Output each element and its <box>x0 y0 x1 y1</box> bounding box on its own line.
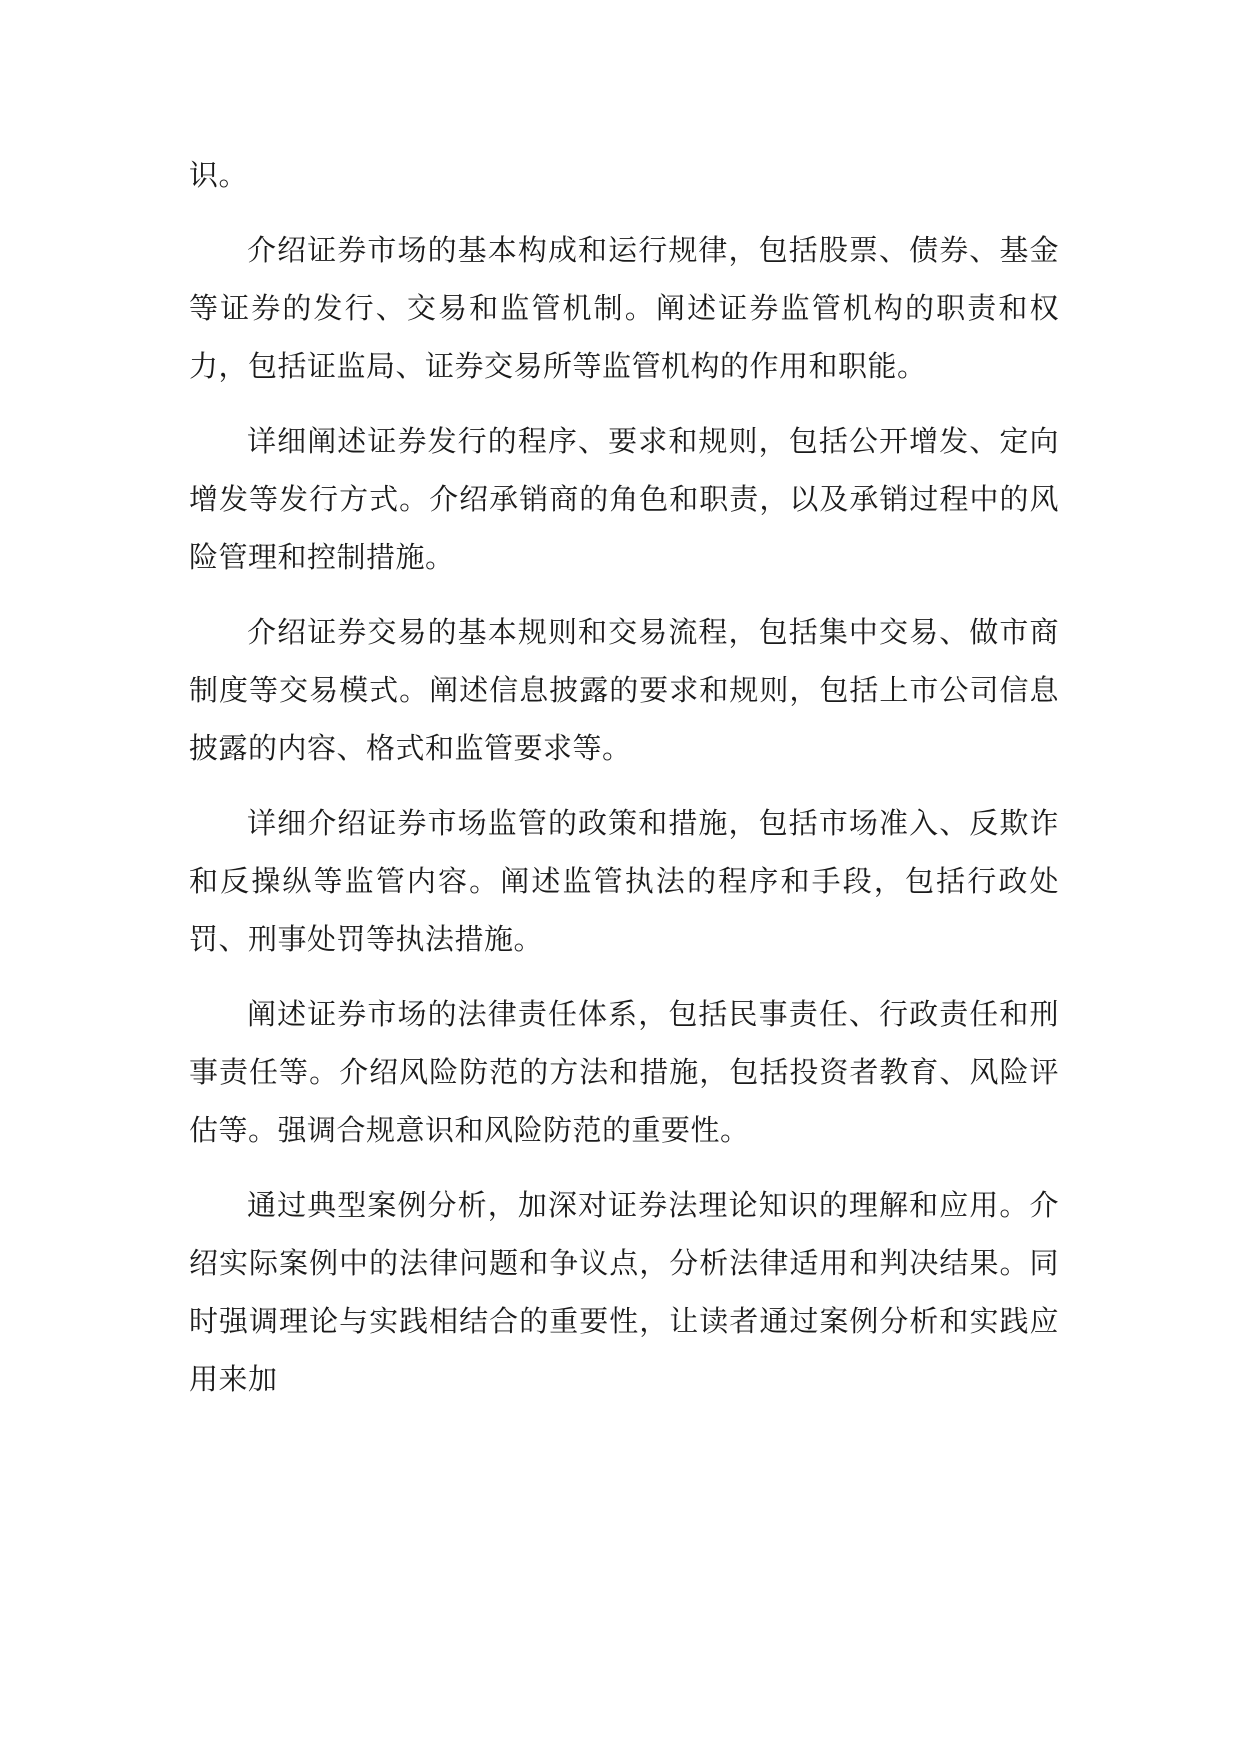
paragraph-legal-liability: 阐述证券市场的法律责任体系，包括民事责任、行政责任和刑事责任等。介绍风险防范的方法和措施，包括投资者教育、风险评估等。强调合规意识和风险防范的重要性。 <box>189 997 1059 1147</box>
paragraph-continuation: 识。 <box>189 158 249 192</box>
paragraph-securities-trading: 介绍证券交易的基本规则和交易流程，包括集中交易、做市商制度等交易模式。阐述信息披露的要求和规则，包括上市公司信息披露的内容、格式和监管要求等。 <box>189 615 1059 765</box>
paragraph-securities-market-structure: 介绍证券市场的基本构成和运行规律，包括股票、债券、基金等证券的发行、交易和监管机制。阐述证券监管机构的职责和权力，包括证监局、证券交易所等监管机构的作用和职能。 <box>189 233 1059 383</box>
document-body <box>189 146 1059 1425</box>
paragraph-case-analysis: 通过典型案例分析，加深对证券法理论知识的理解和应用。介绍实际案例中的法律问题和争议点，分析法律适用和判决结果。同时强调理论与实践相结合的重要性，让读者通过案例分析和实践应用来加 <box>189 1188 1059 1396</box>
paragraph-market-supervision: 详细介绍证券市场监管的政策和措施，包括市场准入、反欺诈和反操纵等监管内容。阐述监管执法的程序和手段，包括行政处罚、刑事处罚等执法措施。 <box>189 806 1059 956</box>
paragraph-securities-issuance: 详细阐述证券发行的程序、要求和规则，包括公开增发、定向增发等发行方式。介绍承销商的角色和职责，以及承销过程中的风险管理和控制措施。 <box>189 424 1059 574</box>
